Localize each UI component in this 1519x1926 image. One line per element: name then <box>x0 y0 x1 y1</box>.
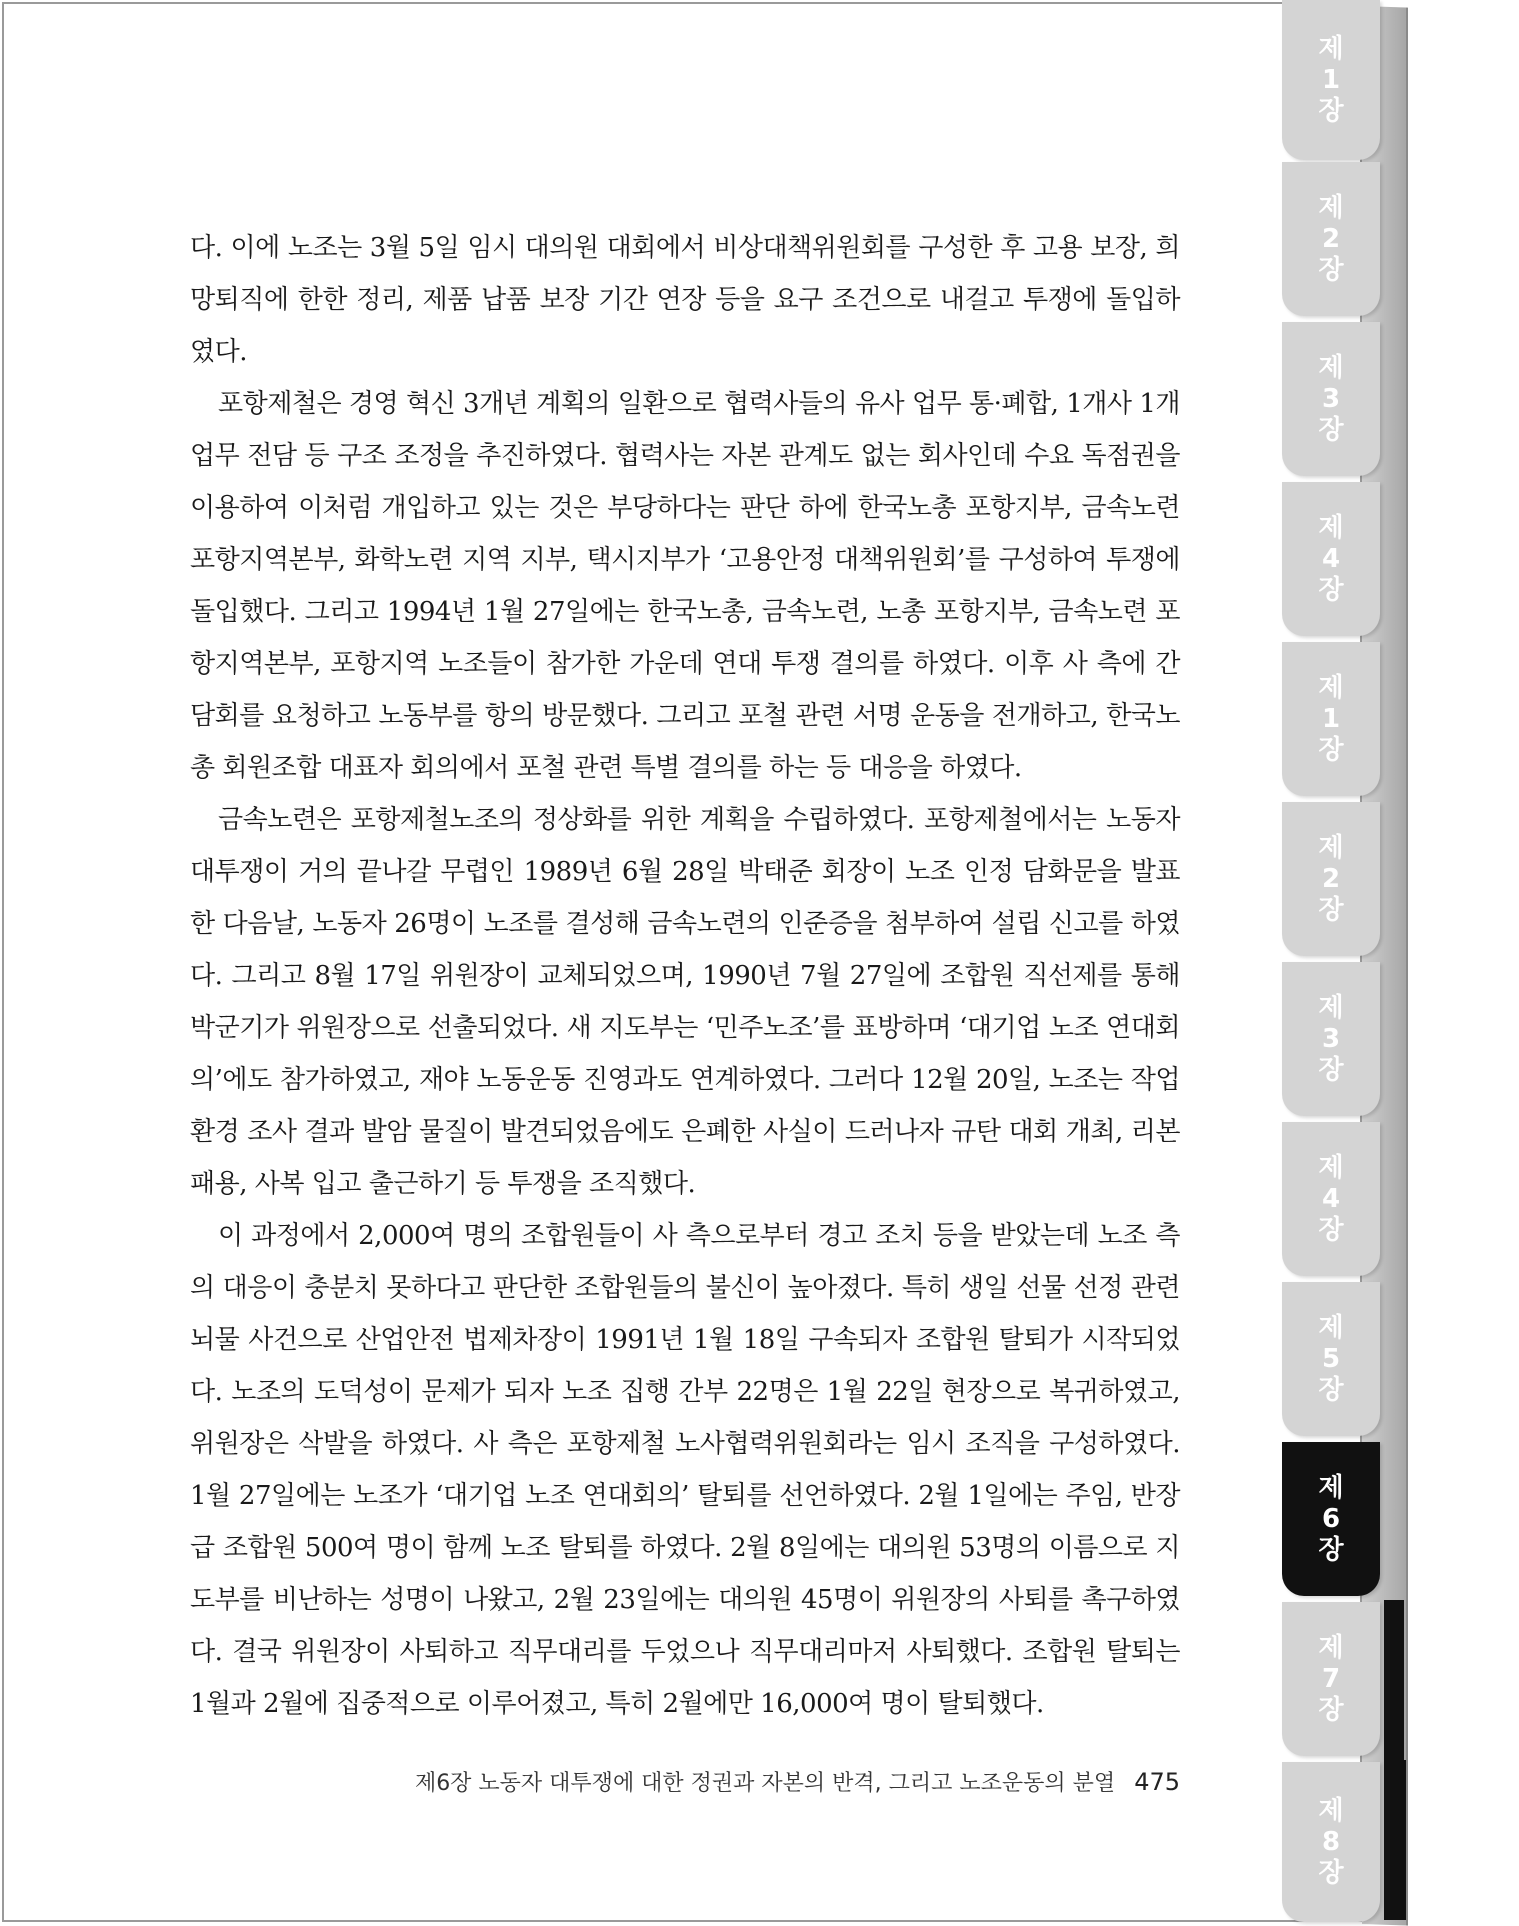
tab-label: 장 <box>1318 734 1344 765</box>
tab-label: 제 <box>1318 352 1344 383</box>
tab-number: 8 <box>1321 1826 1341 1857</box>
tab-label: 제 <box>1318 1795 1344 1826</box>
tab-label: 제 <box>1318 992 1344 1023</box>
chapter-tab-7[interactable] <box>1282 962 1380 1116</box>
tab-label: 제 <box>1318 832 1344 863</box>
paragraph: 금속노련은 포항제철노조의 정상화를 위한 계획을 수립하였다. 포항제철에서는 노동자 대투쟁이 거의 끝나갈 무렵인 1989년 6월 28일 박태준 회장이 노조 인정 담화문을 발표한 다음날, 노동자 26명이 노조를 결성해 금속노련의 인준증을 첨부하여 설립 신고를 하였다. 그리고 8월 17일 위원장이 교체되었으며, 1990년 7월 27일에 조합원 직선제를 통해 박군기가 위원장으로 선출되었다. 새 지도부는 ‘민주노조’를 표방하며 ‘대기업 노조 연대회의’에도 참가하였고, 재야 노동운동 진영과도 연계하였다. 그러다 12월 20일, 노조는 작업 환경 조사 결과 발암 물질이 발견되었음에도 은폐한 사실이 드러나자 규탄 대회 개최, 리본 패용, 사복 입고 출근하기 등 투쟁을 조직했다. <box>190 805 1180 1199</box>
tab-label: 장 <box>1318 1054 1344 1085</box>
chapter-tab-12[interactable] <box>1282 1762 1380 1922</box>
tab-label: 제 <box>1318 1472 1344 1503</box>
paragraph: 포항제철은 경영 혁신 3개년 계획의 일환으로 협력사들의 유사 업무 통·폐합, 1개사 1개 업무 전담 등 구조 조정을 추진하였다. 협력사는 자본 관계도 없는 회사인데 수요 독점권을 이용하여 이처럼 개입하고 있는 것은 부당하다는 판단 하에 한국노총 포항지부, 금속노련 포항지역본부, 화학노련 지역 지부, 택시지부가 ‘고용안정 대책위원회’를 구성하여 투쟁에 돌입했다. 그리고 1994년 1월 27일에는 한국노총, 금속노련, 노총 포항지부, 금속노련 포항지역본부, 포항지역 노조들이 참가한 가운데 연대 투쟁 결의를 하였다. 이후 사 측에 간담회를 요청하고 노동부를 항의 방문했다. 그리고 포철 관련 서명 운동을 전개하고, 한국노총 회원조합 대표자 회의에서 포철 관련 특별 결의를 하는 등 대응을 하였다. <box>190 389 1180 783</box>
paragraph: 다. 이에 노조는 3월 5일 임시 대의원 대회에서 비상대책위원회를 구성한 후 고용 보장, 희망퇴직에 한한 정리, 제품 납품 보장 기간 연장 등을 요구 조건으로 내걸고 투쟁에 돌입하였다. <box>190 233 1180 367</box>
chapter-tab-8[interactable] <box>1282 1122 1380 1276</box>
tab-label: 장 <box>1318 254 1344 285</box>
page-footer <box>0 1766 1180 1797</box>
chapter-tab-9[interactable] <box>1282 1282 1380 1436</box>
tab-number: 3 <box>1321 383 1341 414</box>
tab-label: 제 <box>1318 672 1344 703</box>
body-text <box>190 222 1180 1730</box>
chapter-tab-3[interactable] <box>1282 322 1380 476</box>
chapter-tab-active[interactable] <box>1282 1442 1380 1596</box>
chapter-tab-1[interactable] <box>1282 0 1380 160</box>
tab-number: 4 <box>1321 543 1341 574</box>
tab-label: 장 <box>1318 1534 1344 1565</box>
chapter-tab-11[interactable] <box>1282 1602 1380 1756</box>
paragraph: 이 과정에서 2,000여 명의 조합원들이 사 측으로부터 경고 조치 등을 받았는데 노조 측의 대응이 충분치 못하다고 판단한 조합원들의 불신이 높아졌다. 특히 생일 선물 선정 관련 뇌물 사건으로 산업안전 법제차장이 1991년 1월 18일 구속되자 조합원 탈퇴가 시작되었다. 노조의 도덕성이 문제가 되자 노조 집행 간부 22명은 1월 22일 현장으로 복귀하였고, 위원장은 삭발을 하였다. 사 측은 포항제철 노사협력위원회라는 임시 조직을 구성하였다. 1월 27일에는 노조가 ‘대기업 노조 연대회의’ 탈퇴를 선언하였다. 2월 1일에는 주임, 반장급 조합원 500여 명이 함께 노조 탈퇴를 하였다. 2월 8일에는 대의원 53명의 이름으로 지도부를 비난하는 성명이 나왔고, 2월 23일에는 대의원 45명이 위원장의 사퇴를 촉구하였다. 결국 위원장이 사퇴하고 직무대리를 두었으나 직무대리마저 사퇴했다. 조합원 탈퇴는 1월과 2월에 집중적으로 이루어졌고, 특히 2월에만 16,000여 명이 탈퇴했다. <box>190 1221 1180 1719</box>
tab-label: 장 <box>1318 1857 1344 1888</box>
running-title: 제6장 노동자 대투쟁에 대한 정권과 자본의 반격, 그리고 노조운동의 분열 <box>414 1771 1116 1796</box>
chapter-tab-6[interactable] <box>1282 802 1380 956</box>
tab-number: 2 <box>1321 863 1341 894</box>
tab-label: 제 <box>1318 33 1344 64</box>
tab-number: 3 <box>1321 1023 1341 1054</box>
tab-label: 장 <box>1318 574 1344 605</box>
tab-number: 1 <box>1321 703 1341 734</box>
page-number: 475 <box>1134 1768 1180 1796</box>
tab-number: 5 <box>1321 1343 1341 1374</box>
tab-number: 7 <box>1321 1663 1341 1694</box>
tab-label: 장 <box>1318 95 1344 126</box>
chapter-tab-2[interactable] <box>1282 162 1380 316</box>
tab-number: 2 <box>1321 223 1341 254</box>
tab-edge-strip <box>1388 1760 1406 1920</box>
tab-label: 제 <box>1318 1152 1344 1183</box>
tab-number: 4 <box>1321 1183 1341 1214</box>
chapter-tab-4[interactable] <box>1282 482 1380 636</box>
tab-label: 장 <box>1318 894 1344 925</box>
chapter-tab-5[interactable] <box>1282 642 1380 796</box>
tab-label: 제 <box>1318 1632 1344 1663</box>
tab-label: 제 <box>1318 1312 1344 1343</box>
tab-number: 6 <box>1321 1503 1341 1534</box>
tab-label: 제 <box>1318 512 1344 543</box>
tab-label: 제 <box>1318 192 1344 223</box>
tab-label: 장 <box>1318 1214 1344 1245</box>
tab-label: 장 <box>1318 1374 1344 1405</box>
tab-label: 장 <box>1318 1694 1344 1725</box>
chapter-tabs <box>1282 0 1392 1926</box>
tab-number: 1 <box>1321 64 1341 95</box>
tab-label: 장 <box>1318 414 1344 445</box>
